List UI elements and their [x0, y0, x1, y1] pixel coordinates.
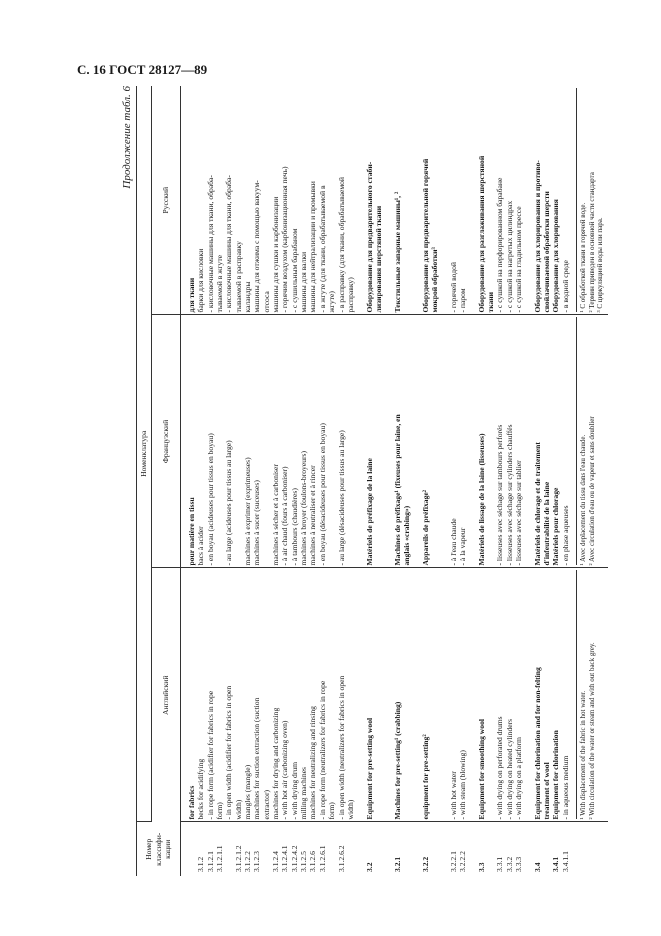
- term-fr: Machines de préfixage¹ (fixeuses pour laine, en: [392, 414, 402, 566]
- term-en: [430, 571, 439, 820]
- classification-code: 3.1.2: [196, 856, 206, 872]
- footnote: ² Термин приведен в основной части стандарта: [587, 172, 596, 313]
- term-ru: тываемой в расправку: [233, 241, 243, 313]
- term-en: - with drying on perforated drums: [495, 716, 505, 820]
- term-en: - with steam (blowing): [457, 750, 467, 820]
- header-french: Французский: [152, 315, 181, 568]
- row-spacer: [411, 88, 420, 313]
- classification-code: 3.3.2: [504, 856, 514, 872]
- term-ru: Текстильные запарные машины¹, ²: [392, 191, 402, 313]
- row-spacer: [355, 825, 364, 875]
- term-ru: расправку): [345, 277, 355, 313]
- term-fr: - à la vapeur: [457, 527, 467, 566]
- term-ru: тываемой в жгуте: [215, 254, 225, 313]
- row-spacer: [467, 318, 476, 566]
- classification-code: 3.4: [532, 862, 542, 872]
- classification-code: 3.1.2.6.2: [336, 845, 346, 872]
- term-en: - with drying on heated cylinders: [504, 718, 514, 820]
- term-en: milling machines: [299, 766, 309, 820]
- classification-code: 3.2.1: [392, 856, 402, 872]
- term-ru: - горячим воздухом (карбонизационная печь): [280, 166, 290, 313]
- classification-code: [402, 825, 411, 875]
- term-fr: - à l'eau chaude: [448, 518, 458, 566]
- term-fr: Matériels pour chlorage: [551, 487, 561, 566]
- footnote: ² With circulation of the water or steam and with out back grey.: [587, 642, 596, 820]
- term-fr: Matériels de chlorage et de traitement: [532, 442, 542, 566]
- term-en: - with drying on a platform: [514, 737, 524, 820]
- term-fr: Appareils de préfixage²: [420, 489, 430, 566]
- term-en: form): [327, 802, 337, 820]
- term-fr: machines à exprimer (exprimeuses): [243, 457, 253, 566]
- term-en: [486, 571, 495, 820]
- classification-code: [486, 825, 495, 875]
- term-fr: machines à broyer (foulons-broyeurs): [299, 451, 309, 566]
- row-spacer: [439, 318, 448, 566]
- term-fr: - lisseuses avec séchage sur tablier: [514, 460, 524, 566]
- term-ru: Оборудование для хлорирования и противо-: [532, 160, 542, 313]
- classification-code: 3.1.2.3: [252, 851, 262, 872]
- row-spacer: [383, 88, 392, 313]
- row-spacer: [355, 571, 364, 820]
- row-spacer: [411, 318, 420, 566]
- footnote: ³ С циркуляцией воды или пара.: [595, 217, 604, 313]
- term-fr: Matériels de lissage de la laine (lisseuses): [476, 433, 486, 566]
- term-en: machines for neutralizing and rinsing: [308, 706, 318, 820]
- term-fr: [262, 318, 271, 566]
- term-en: - with hot water: [448, 771, 458, 820]
- row-spacer: [523, 571, 532, 820]
- rotated-table-page: [118, 86, 661, 876]
- term-en: for fabrics: [187, 785, 196, 820]
- term-fr: - en boyau (désacideuses pour tissus en boyau): [317, 423, 327, 566]
- russian-column: [181, 86, 609, 315]
- term-en: width): [233, 799, 243, 820]
- term-ru: для ткани: [187, 277, 196, 313]
- classification-code: 3.2.2: [420, 856, 430, 872]
- term-en: machines for drying and carbonizing: [271, 707, 281, 820]
- term-en: Equipment for chlorination: [551, 730, 561, 820]
- row-spacer: [439, 88, 448, 313]
- classification-code: [187, 825, 196, 875]
- term-ru: - в водной среде: [560, 260, 570, 313]
- code-column: [181, 822, 609, 876]
- term-fr: bacs à acider: [196, 526, 206, 566]
- classification-code: [542, 825, 551, 875]
- term-en: machines for suction extraction (suction: [252, 697, 262, 820]
- term-ru: Оборудование для разглаживания шерстяной: [476, 155, 486, 313]
- term-fr: - au large (désacideuses pour tissus au large): [336, 430, 346, 566]
- footnote: ¹ Avec deplacement du tissu dans l'eau chaude.: [579, 434, 588, 566]
- header-russian: Русский: [152, 86, 181, 315]
- term-ru: - паром: [457, 288, 467, 313]
- classification-code: [346, 825, 355, 875]
- row-spacer: [355, 88, 364, 313]
- footnote: ² Avec circulation d'eau ou de vapeur et sans doublier: [587, 416, 596, 566]
- row-spacer: [523, 318, 532, 566]
- nomenclature-table: [136, 86, 608, 876]
- term-en: - with drying drum: [289, 761, 299, 820]
- classification-code: [327, 825, 336, 875]
- classification-code: 3.1.2.6: [308, 851, 318, 872]
- term-ru: ткани: [486, 291, 495, 313]
- term-fr: machines à sucer (suceuses): [252, 480, 262, 566]
- classification-code: 3.1.2.1: [205, 851, 215, 872]
- term-ru: отсоса: [261, 291, 271, 313]
- term-ru: - кисловочные машины для ткани, обраба-: [205, 175, 215, 313]
- term-ru: машины для сушки и карбонизации: [271, 196, 281, 313]
- term-en: - in rope form (acidifier for fabrics in rope: [205, 690, 215, 820]
- term-fr: - lisseuses avec séchage sur tambours perforés: [495, 424, 505, 566]
- term-en: mangles (mangle): [243, 764, 253, 820]
- term-en: Machines for pre-setting¹ (crabbing): [392, 701, 402, 820]
- term-fr: [430, 318, 439, 566]
- classification-code: 3.3: [476, 862, 486, 872]
- term-ru: каландры: [243, 281, 253, 313]
- row-spacer: [383, 318, 392, 566]
- term-ru: Оборудование для предварительного стаби-: [364, 161, 374, 313]
- classification-code: 3.2: [364, 862, 374, 872]
- classification-code: 3.1.2.1.1: [215, 845, 225, 872]
- term-ru: машины для нейтрализации и промывки: [308, 181, 318, 313]
- term-en: Equipment for pre-setting wool: [364, 717, 374, 820]
- term-fr: - en phase aqueuses: [560, 505, 570, 566]
- term-fr: Matériels de préfixage de la laine: [364, 458, 374, 566]
- term-en: - in rope form (neutralizers for fabrics in rope: [317, 680, 327, 820]
- row-spacer: [383, 825, 392, 875]
- classification-code: 3.3.3: [514, 856, 524, 872]
- classification-code: [262, 825, 271, 875]
- term-fr: [327, 318, 336, 566]
- classification-code: 3.1.2.6.1: [317, 845, 327, 872]
- classification-code: 3.1.2.4.1: [280, 845, 290, 872]
- term-fr: anglais «crabing»): [401, 505, 411, 566]
- term-ru: - с сушкой на перфорированном барабане: [495, 177, 505, 313]
- term-ru: - в жгуте (для ткани, обрабатываемой в: [317, 185, 327, 313]
- term-fr: machines à sécher et à carboniser: [271, 464, 281, 566]
- classification-code: 3.4.1: [551, 856, 561, 872]
- classification-code: 3.3.1: [495, 856, 505, 872]
- footnote: ¹ With displacement of the fabric in hot water.: [579, 690, 588, 820]
- term-fr: [486, 318, 495, 566]
- row-spacer: [523, 825, 532, 875]
- footnotes-fr: [576, 318, 596, 566]
- term-en: [374, 571, 383, 820]
- term-en: - with hot air (carbonizing oven): [280, 720, 290, 820]
- row-spacer: [467, 571, 476, 820]
- term-ru: лизирования шерстяной ткани: [373, 205, 383, 313]
- row-spacer: [467, 825, 476, 875]
- classification-code: 3.1.2.1.2: [233, 845, 243, 872]
- term-en: - in open width (acidifier for fabrics in open: [224, 685, 234, 820]
- footnotes-ru: [576, 88, 604, 313]
- table-continuation-label: Продолжение табл. 6: [121, 86, 133, 189]
- classification-code: 3.1.2.5: [299, 851, 309, 872]
- row-spacer: [467, 88, 476, 313]
- classification-code: [430, 825, 439, 875]
- row-spacer: [439, 571, 448, 820]
- classification-code: [374, 825, 383, 875]
- term-en: becks for acidifying: [196, 758, 206, 820]
- term-fr: pour matière en tissu: [187, 497, 196, 566]
- term-en: [402, 571, 411, 820]
- term-en: - in aqueous medium: [560, 755, 570, 820]
- term-fr: - en boyau (acideuses pour tissus en boyau): [205, 433, 215, 566]
- term-en: - in open width (neutralizers for fabrics in open: [336, 675, 346, 820]
- term-ru: мокрой обработки³: [429, 247, 439, 313]
- term-fr: [234, 318, 243, 566]
- classification-code: [224, 825, 233, 875]
- term-fr: - à air chaud (fours à carboniser): [280, 466, 290, 566]
- term-ru: - кисловочные машины для ткани, обраба-: [224, 175, 234, 313]
- term-en: extractor): [261, 789, 271, 820]
- term-fr: machines à neutraliser et à rincer: [308, 465, 318, 566]
- term-fr: - lisseuses avec séchage sur cylinders chauffés: [504, 424, 514, 566]
- classification-code: 3.4.1.1: [560, 851, 570, 872]
- header-code: Номер классифи-кации: [137, 822, 181, 876]
- term-ru: Оборудование для предварительной горячей: [420, 158, 430, 313]
- header-english: Английский: [152, 568, 181, 822]
- header-nomenclature: Номенклатура: [137, 86, 152, 822]
- term-ru: свойлачиваемой обработки шерсти: [542, 191, 552, 313]
- term-fr: - à tambours (chaudières): [289, 488, 299, 566]
- term-ru: - с сушкой на нагретых цилиндрах: [504, 200, 514, 313]
- row-spacer: [523, 88, 532, 313]
- term-fr: [374, 318, 383, 566]
- french-column: [181, 315, 609, 568]
- page-header: С. 16 ГОСТ 28127—89: [77, 62, 208, 77]
- term-fr: [346, 318, 355, 566]
- row-spacer: [411, 825, 420, 875]
- footnote: ¹ С обработкой ткани в горячей воде.: [579, 202, 588, 313]
- classification-code: 3.1.2.4: [271, 851, 281, 872]
- term-ru: машины для отжима с помощью вакуум-: [252, 180, 262, 313]
- term-ru: жгуте): [327, 291, 337, 313]
- classification-code: 3.2.2.1: [448, 851, 458, 872]
- term-fr: d'infeutrabilité de la laine: [542, 481, 552, 566]
- term-fr: [215, 318, 224, 566]
- row-spacer: [383, 571, 392, 820]
- term-en: form): [215, 802, 225, 820]
- classification-code: 3.1.2.4.2: [289, 845, 299, 872]
- english-column: [181, 568, 609, 822]
- term-en: Equipment for chlorination and for non-felting: [532, 667, 542, 820]
- term-ru: машины для валки: [299, 251, 309, 313]
- term-ru: - горячей водой: [448, 262, 458, 313]
- term-fr: - au large (acideuses pour tissus au large): [224, 440, 234, 566]
- term-en: width): [345, 799, 355, 820]
- term-ru: [402, 88, 411, 313]
- term-ru: - с сушильным барабаном: [289, 228, 299, 313]
- term-en: treatment of wool: [542, 762, 552, 820]
- footnotes-en: [576, 571, 596, 820]
- term-ru: - с сушкой на гладильном прессе: [514, 206, 524, 313]
- row-spacer: [411, 571, 420, 820]
- classification-code: 3.2.2.2: [457, 851, 467, 872]
- term-ru: Оборудование для хлорирования: [551, 199, 561, 313]
- classification-code: 3.1.2.2: [243, 851, 253, 872]
- term-en: Equipment for smoothing wool: [476, 719, 486, 820]
- row-spacer: [439, 825, 448, 875]
- term-ru: - в расправку (для ткани, обрабатываемой: [336, 177, 346, 313]
- row-spacer: [355, 318, 364, 566]
- term-en: equipment for pre-setting²: [420, 734, 430, 820]
- term-ru: барки для кисловки: [196, 248, 206, 313]
